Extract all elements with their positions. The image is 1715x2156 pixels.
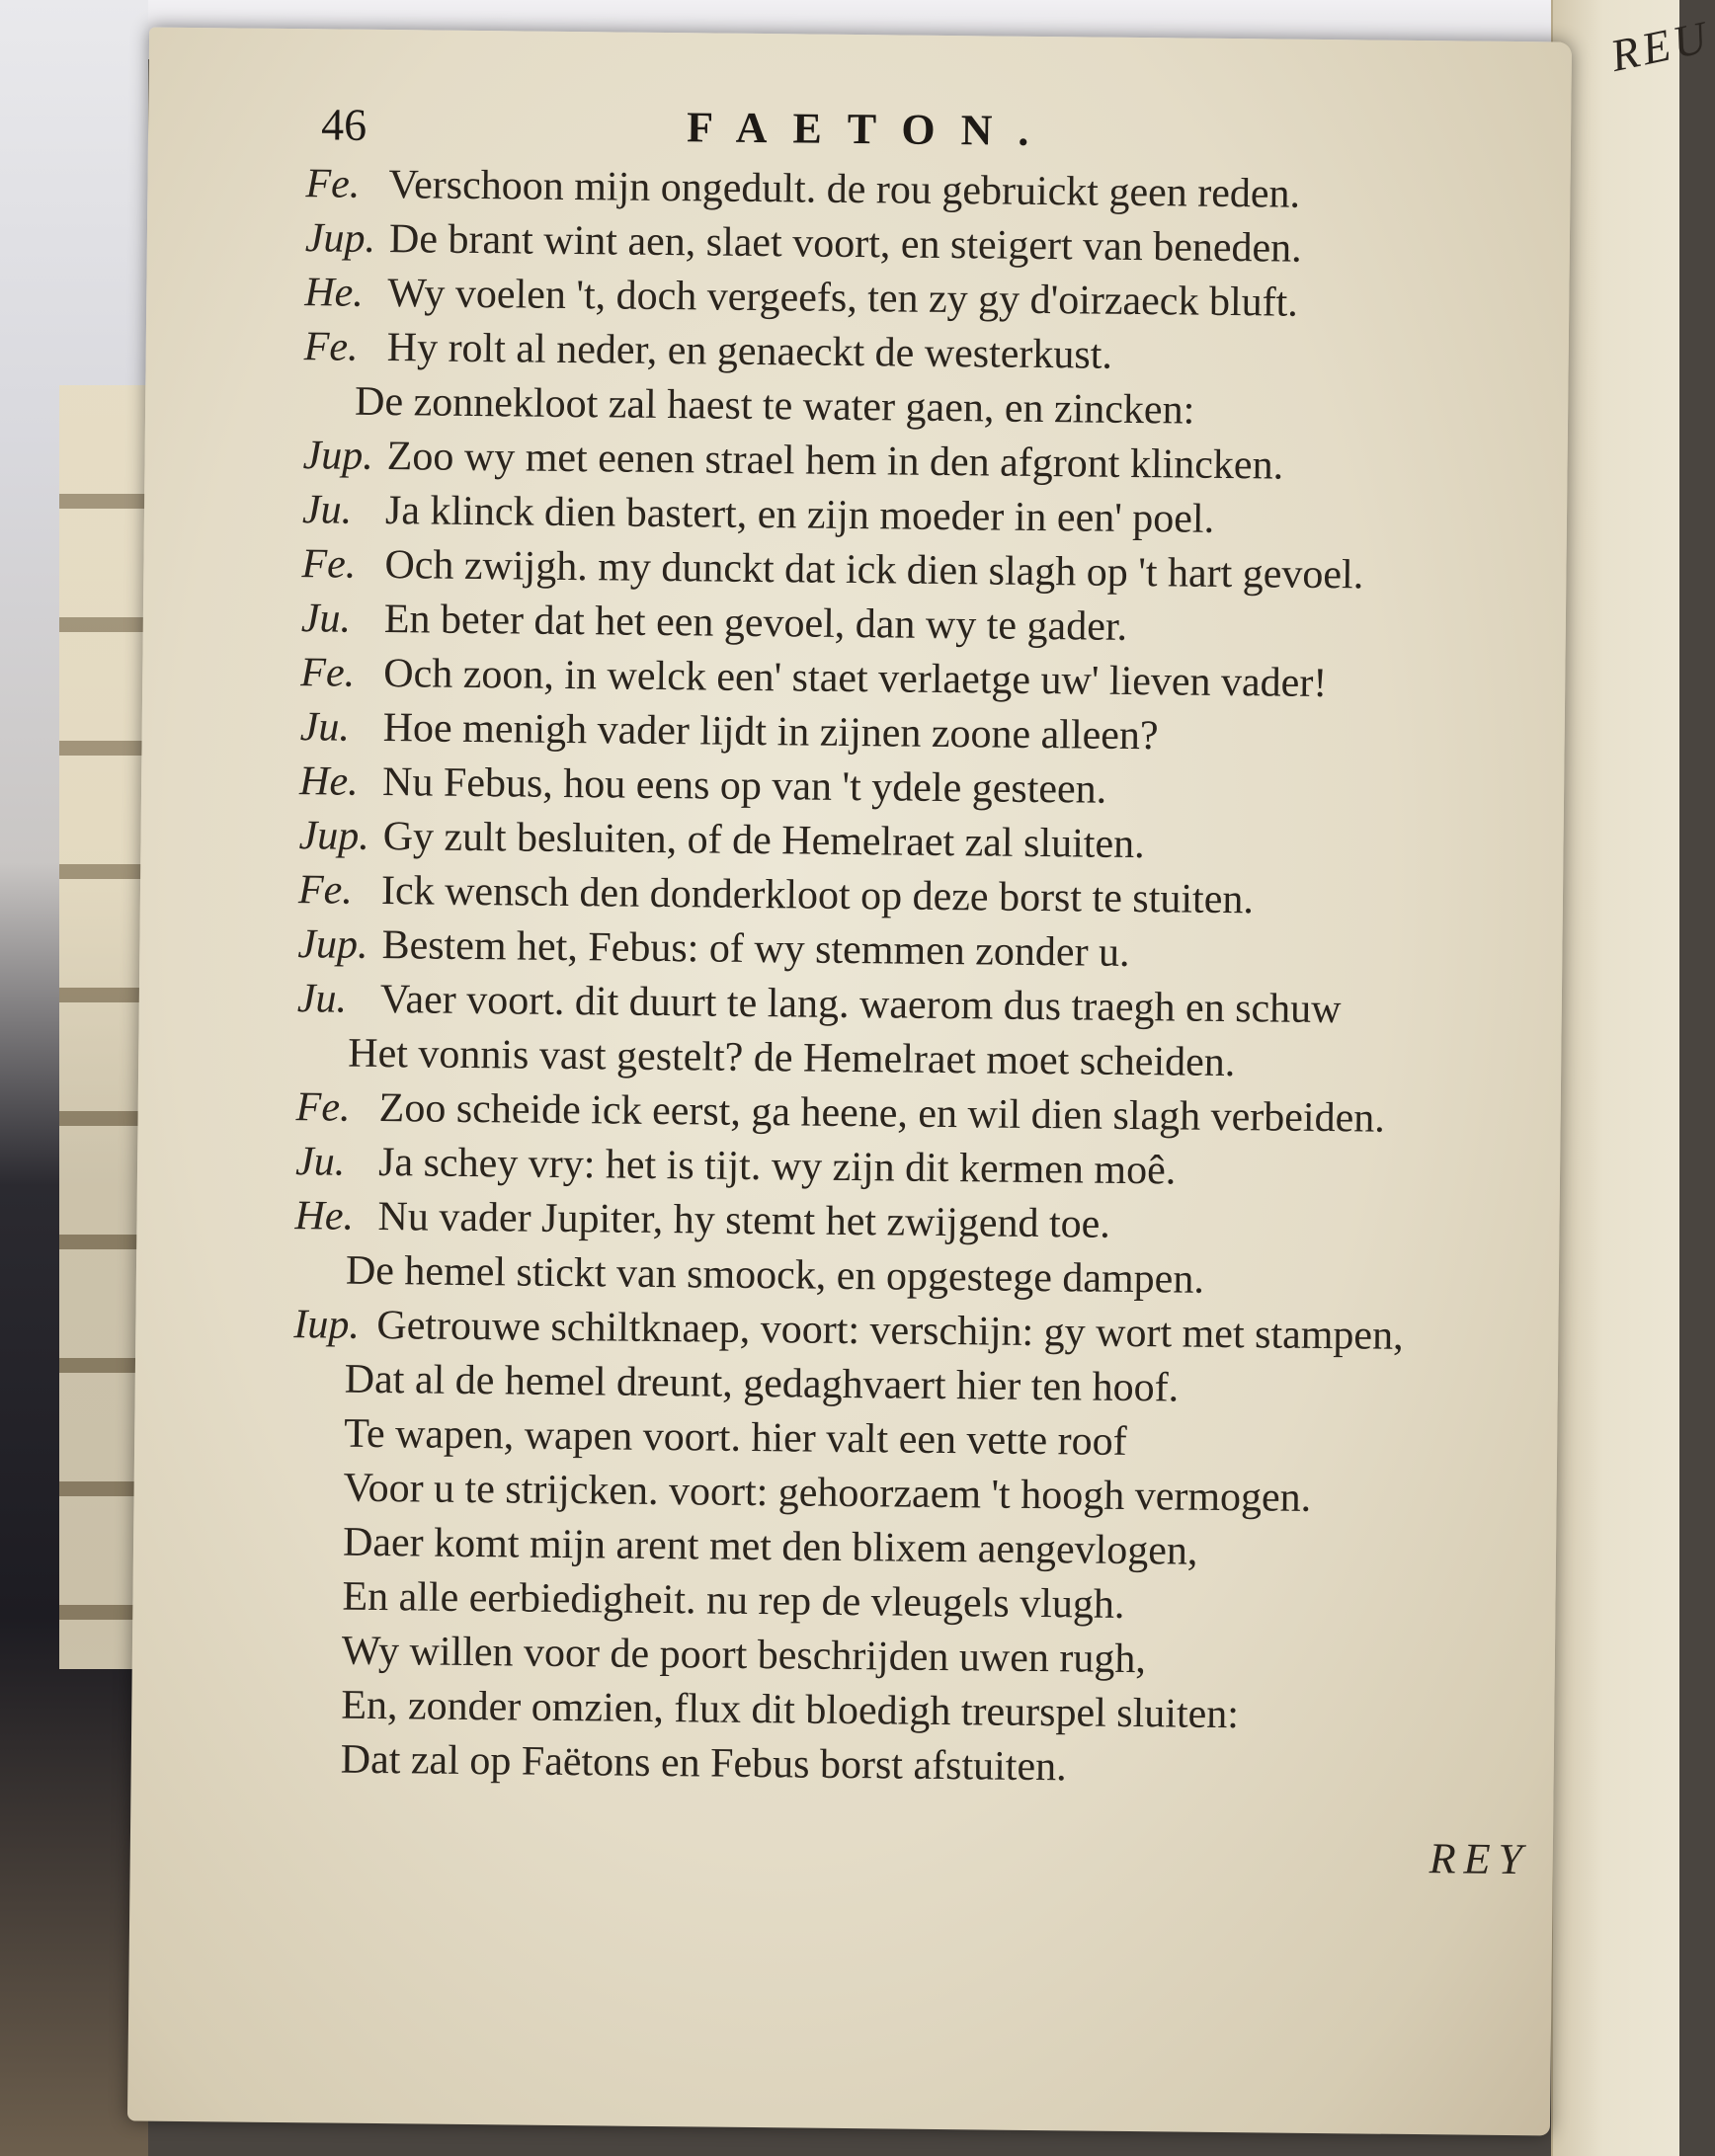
line-text: Wy willen voor de poort beschrijden uwen rugh,: [341, 1628, 1147, 1683]
line-text: En, zonder omzien, flux dit bloedigh treurspel sluiten:: [341, 1682, 1240, 1738]
speaker-label: Ju.: [299, 704, 351, 751]
line-text: Och zwijgh. my dunckt dat ick dien slagh op 't hart gevoel.: [384, 542, 1364, 599]
speaker-label: Fe.: [300, 650, 356, 696]
line-text: De zonnekloot zal haest te water gaen, en zincken:: [354, 378, 1195, 434]
speaker-label: Jup.: [304, 215, 376, 262]
line-text: Te wapen, wapen voort. hier valt een vette roof: [343, 1410, 1127, 1465]
line-text: Ja klinck dien bastert, en zijn moeder in een' poel.: [384, 488, 1215, 542]
line-text: En alle eerbiedigheit. nu rep de vleugels vlugh.: [342, 1573, 1125, 1628]
line-text: Ick wensch den donderkloot op deze borst te stuiten.: [380, 868, 1255, 923]
line-text: Daer komt mijn arent met den blixem aengevlogen,: [342, 1519, 1198, 1574]
line-text: Nu Febus, hou eens op van 't ydele gesteen.: [381, 759, 1107, 813]
line-text: Voor u te strijcken. voort: gehoorzaem 't hoogh vermogen.: [343, 1465, 1312, 1521]
speaker-label: Fe.: [303, 324, 359, 370]
speaker-label: Fe.: [305, 161, 361, 207]
catchword: REY: [1429, 1834, 1531, 1884]
speaker-label: Fe.: [295, 1084, 351, 1131]
page-number: 46: [320, 99, 368, 150]
speaker-label: Ju.: [300, 596, 352, 642]
line-text: Zoo scheide ick eerst, ga heene, en wil dien slagh verbeiden.: [378, 1085, 1386, 1142]
speaker-label: Fe.: [301, 541, 357, 588]
line-text: Ja schey vry: het is tijt. wy zijn dit kermen moê.: [377, 1140, 1177, 1194]
speaker-label: Fe.: [297, 867, 354, 914]
speaker-label: Jup.: [302, 433, 374, 479]
running-title: FAETON.: [686, 103, 1055, 156]
line-text: Hoe menigh vader lijdt in zijnen zoone alleen?: [382, 705, 1159, 759]
speaker-label: He.: [298, 759, 359, 805]
speaker-label: He.: [304, 270, 365, 316]
line-text: Dat zal op Faëtons en Febus borst afstuiten.: [340, 1736, 1067, 1791]
speaker-label: Iup.: [293, 1302, 361, 1348]
line-text: Getrouwe schiltknaep, voort: verschijn: gy wort met stampen,: [376, 1303, 1404, 1359]
line-text: Zoo wy met eenen strael hem in den afgront klincken.: [386, 434, 1284, 489]
line-text: De hemel stickt van smoock, en opgestege dampen.: [345, 1247, 1205, 1303]
verse-text: [288, 157, 1560, 1799]
book-page: [127, 28, 1572, 2136]
line-text: Het vonnis vast gestelt? de Hemelraet moet scheiden.: [348, 1030, 1236, 1086]
line-text: Hy rolt al neder, en genaeckt de westerkust.: [386, 325, 1113, 378]
line-text: Och zoon, in welck een' staet verlaetge uw' lieven vader!: [383, 651, 1328, 707]
line-text: Vaer voort. dit duurt te lang. waerom dus traegh en schuw: [379, 977, 1342, 1033]
speaker-label: Ju.: [296, 976, 348, 1022]
line-text: En beter dat het een gevoel, dan wy te gader.: [383, 597, 1128, 650]
speaker-label: He.: [294, 1193, 355, 1239]
line-text: Wy voelen 't, doch vergeefs, ten zy gy d'oirzaeck bluft.: [387, 271, 1299, 326]
speaker-label: Jup.: [298, 813, 369, 859]
facing-page-edge: [1551, 0, 1679, 2156]
line-text: Verschoon mijn ongedult. de rou gebruickt geen reden.: [388, 162, 1301, 217]
line-text: Dat al de hemel dreunt, gedaghvaert hier ten hoof.: [344, 1356, 1180, 1411]
speaker-label: Jup.: [297, 921, 368, 968]
line-text: De brant wint aen, slaet voort, en steigert van beneden.: [388, 216, 1302, 272]
line-text: Bestem het, Febus: of wy stemmen zonder u.: [381, 922, 1130, 976]
line-text: Gy zult besluiten, of de Hemelraet zal sluiten.: [382, 814, 1145, 868]
line-text: Nu vader Jupiter, hy stemt het zwijgend toe.: [377, 1194, 1111, 1247]
speaker-label: Ju.: [301, 487, 353, 533]
speaker-label: Ju.: [294, 1139, 346, 1185]
facing-page-fragment: REU: [1605, 11, 1715, 81]
